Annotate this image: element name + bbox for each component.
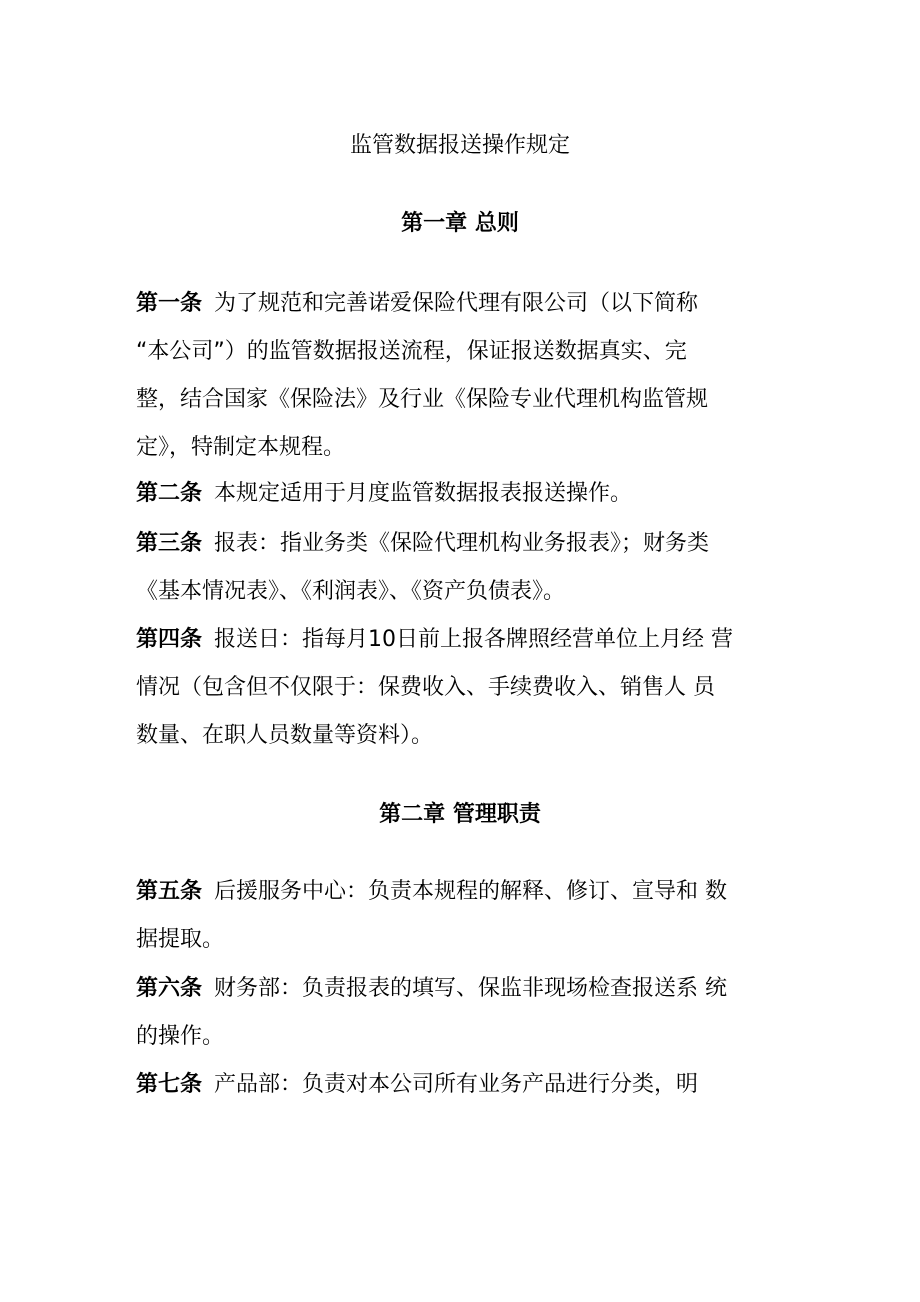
article-text: 报表：指业务类《保险代理机构业务报表》；财务类 [214, 531, 710, 556]
article-5 [136, 868, 796, 964]
article-line: 的操作。 [136, 1024, 225, 1049]
article-2 [136, 470, 796, 518]
article-line: 情况（包含但不仅限于：保费收入、手续费收入、销售人 员 [136, 675, 715, 700]
article-label: 第四条 [136, 627, 203, 652]
article-text: 产品部：负责对本公司所有业务产品进行分类，明 [214, 1072, 699, 1097]
article-6 [136, 965, 796, 1061]
article-7 [136, 1061, 796, 1109]
article-label: 第五条 [136, 879, 203, 904]
article-line: “本公司”）的监管数据报送流程，保证报送数据真实、完 [136, 339, 687, 364]
article-line [136, 616, 796, 664]
article-label: 第六条 [136, 976, 203, 1001]
article-3 [136, 520, 796, 616]
article-text: 后援服务中心：负责本规程的解释、修订、宣导和 数 [214, 879, 728, 904]
article-text: 报送日：指每月10日前上报各牌照经营单位上月经 营 [214, 627, 734, 652]
article-label: 第二条 [136, 481, 203, 506]
article-text: 本规定适用于月度监管数据报表报送操作。 [214, 481, 633, 506]
document-title: 监管数据报送操作规定 [349, 133, 570, 158]
article-line: 数量、在职人员数量等资料）。 [136, 723, 434, 748]
article-line [136, 1061, 796, 1109]
article-label: 第一条 [136, 291, 203, 316]
chapter-heading-responsibilities: 第二章 管理职责 [379, 802, 541, 827]
article-4 [136, 616, 796, 760]
article-line: 《基本情况表》、《利润表》、《资产负债表》。 [136, 579, 566, 604]
article-1 [136, 280, 796, 472]
article-line [136, 965, 796, 1013]
article-line: 定》，特制定本规程。 [136, 435, 346, 460]
article-line [136, 868, 796, 916]
chapter-heading-general: 第一章 总则 [401, 211, 519, 236]
article-line: 整，结合国家《保险法》及行业《保险专业代理机构监管规 [136, 387, 709, 412]
article-line [136, 470, 796, 518]
article-text: 为了规范和完善诺爱保险代理有限公司（以下简称 [214, 291, 699, 316]
article-line: 据提取。 [136, 927, 225, 952]
article-label: 第七条 [136, 1072, 203, 1097]
article-line [136, 280, 796, 328]
article-label: 第三条 [136, 531, 203, 556]
article-line [136, 520, 796, 568]
article-text: 财务部：负责报表的填写、保监非现场检查报送系 统 [214, 976, 728, 1001]
